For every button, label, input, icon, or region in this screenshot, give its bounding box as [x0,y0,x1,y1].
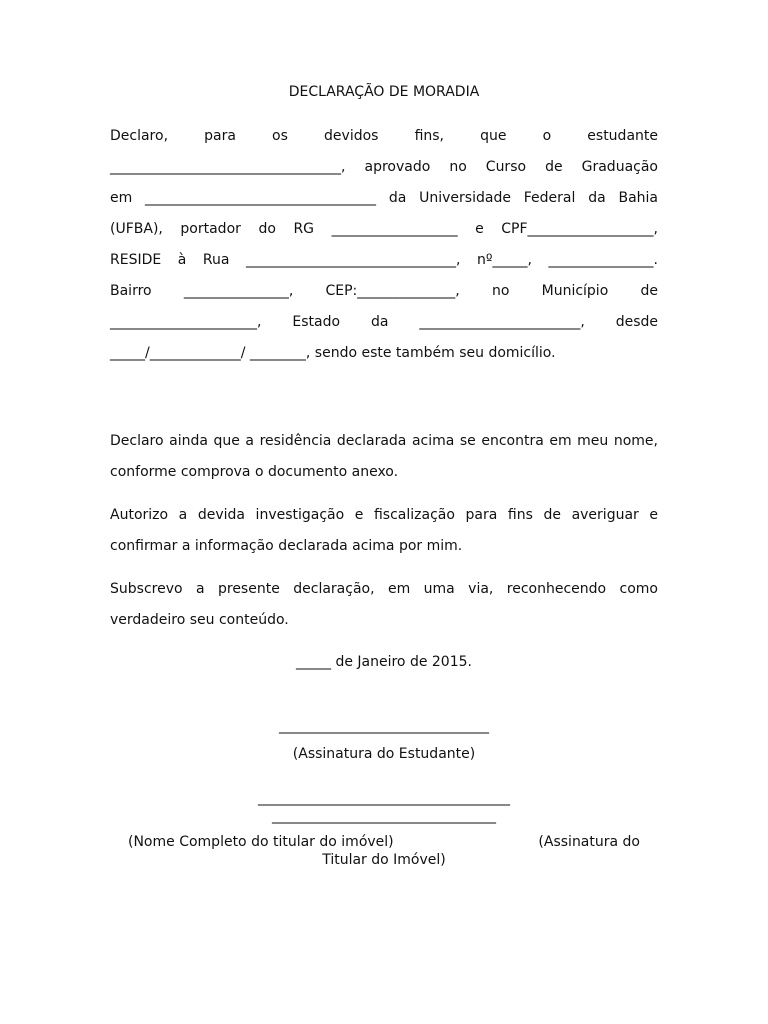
paragraph-subscription [110,574,658,636]
paragraph-line: Bairro _______________, CEP:______________, no Município de [110,283,658,299]
paragraph-residence-ownership [110,426,658,488]
holder-labels [128,833,640,851]
paragraph-line: Autorizo a devida investigação e fiscalização para fins de averiguar e [110,507,658,523]
paragraph-line: em _________________________________ da Universidade Federal da Bahia [110,190,658,206]
paragraph-line: (UFBA), portador do RG __________________ e CPF__________________, [110,221,658,237]
holder-signature-line: ____________________________________ [258,790,510,806]
paragraph-student-info [110,121,658,369]
paragraph-line: RESIDE à Rua ______________________________, nº_____, _______________. [110,252,658,268]
document-title: DECLARAÇÃO DE MORADIA [288,84,480,100]
paragraph-line: _________________________________, aprovado no Curso de Graduação [110,159,658,175]
student-signature-label: (Assinatura do Estudante) [292,746,476,762]
paragraph-line: _____________________, Estado da _______________________, desde [110,314,658,330]
holder-signature-label-continued: Titular do Imóvel) [322,852,446,868]
paragraph-line: Declaro ainda que a residência declarada acima se encontra em meu nome, [110,433,658,449]
date-line: _____ de Janeiro de 2015. [296,654,472,670]
paragraph-line: Subscrevo a presente declaração, em uma via, reconhecendo como [110,581,658,597]
paragraph-authorization [110,500,658,562]
student-signature-line: ______________________________ [279,718,489,734]
holder-signature-line-secondary: ________________________________ [272,808,496,824]
paragraph-line: verdadeiro seu conteúdo. [110,612,289,628]
paragraph-line: confirmar a informação declarada acima por mim. [110,538,463,554]
paragraph-line: _____/_____________/ ________, sendo este também seu domicílio. [110,345,556,361]
paragraph-line: conforme comprova o documento anexo. [110,464,399,480]
holder-name-label: (Nome Completo do titular do imóvel) [128,834,394,850]
holder-signature-label: (Assinatura do [538,834,640,850]
paragraph-line: Declaro, para os devidos fins, que o estudante [110,128,658,144]
